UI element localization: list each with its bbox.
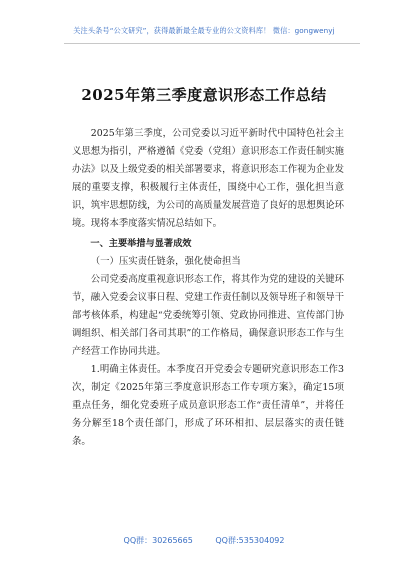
intro-paragraph: 2025年第三季度，公司党委以习近平新时代中国特色社会主义思想为指引，严格遵循《党委（党组）意识形态工作责任制实施办法》以及上级党委的相关部署要求，将意识形态工作视为企业发展的重要支撑，积极履行主体责任，围绕中心工作，强化担当意识，筑牢思想防线，为公司的高质量发展营造了良好的思想舆论环境。现将本季度落实情况总结如下。 (72, 128, 344, 229)
document-title: 2025年第三季度意识形态工作总结 (81, 86, 327, 104)
footer-qq-group-2: QQ群:535304092 (215, 536, 285, 545)
item-paragraph: 1.明确主体责任。本季度召开党委会专题研究意识形态工作3次，制定《2025年第三季度意识形态工作专项方案》，确定15项重点任务，细化党委班子成员意识形态工作“责任清单”，并将任务分解至18个责任部门，形成了环环相扣、层层落实的责任链条。 (72, 364, 344, 447)
section-heading: 一、主要举措与显著成效 (90, 238, 192, 249)
subsection-paragraph: 公司党委高度重视意识形态工作，将其作为党的建设的关键环节，融入党委会议事日程、党建工作责任制以及领导班子和领导干部考核体系，构建起“党委统筹引领、党政协同推进、宣传部门协调组织、相关部门各司其职”的工作格局，确保意识形态工作与生产经营工作协同共进。 (72, 274, 344, 357)
footer (0, 535, 408, 546)
header-divider (64, 43, 360, 44)
footer-qq-group-1: QQ群：30265665 (123, 536, 193, 545)
subsection-heading: （一）压实责任链条，强化使命担当 (90, 256, 241, 267)
header-note: 关注头条号“公文研究”，获得最新最全最专业的公文资料库！ 微信：gongwenyj (73, 26, 335, 35)
document-body (72, 125, 344, 451)
